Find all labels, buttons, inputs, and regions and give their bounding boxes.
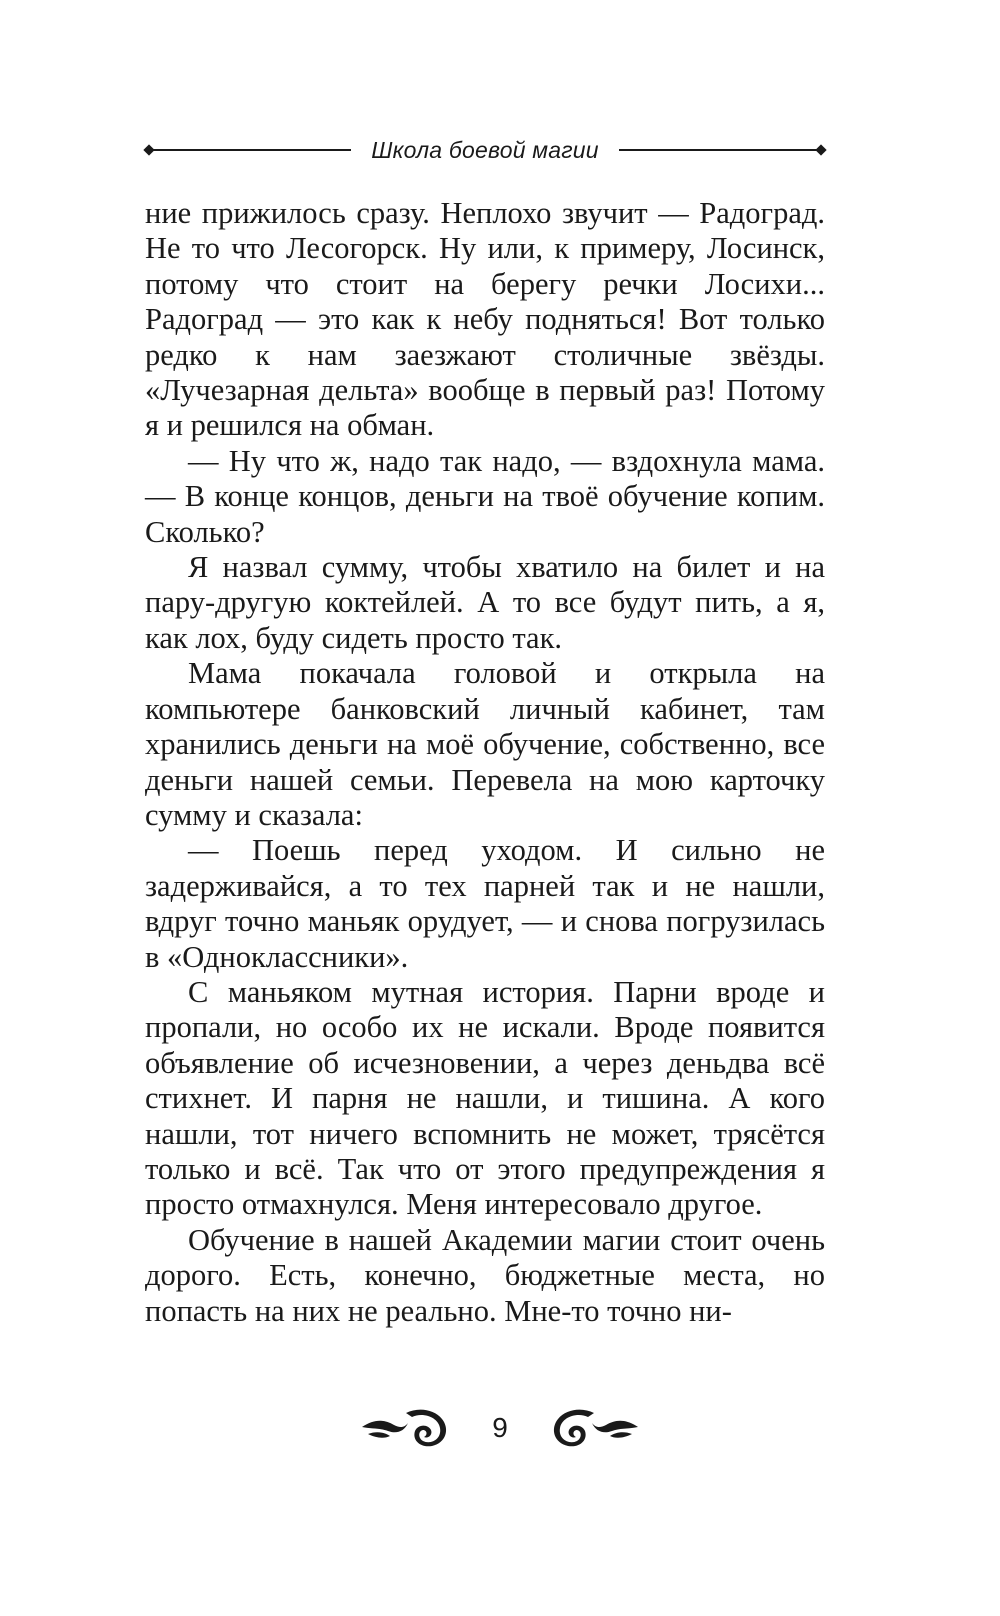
running-title: Школа боевой магии xyxy=(371,137,599,163)
header-rule-right xyxy=(619,149,819,151)
scroll-flourish-icon xyxy=(546,1406,640,1450)
header-diamond-right xyxy=(815,144,826,155)
scroll-flourish-icon xyxy=(360,1406,454,1450)
paragraph: ние прижилось сразу. Неплохо звучит — Радоград. Не то что Лесогорск. Ну или, к примеру, Лосинск, потому что стоит на берегу речки Лосихи... Радоград — это как к небу подняться! Вот только редко к нам заезжают столичные звёзды. «Лучезарная дельта» вообще в первый раз! Потому я и решился на обман. xyxy=(145,196,825,443)
page-body-text xyxy=(145,196,825,1329)
paragraph: — Поешь перед уходом. И сильно не задерживайся, а то тех парней так и не нашли, вдруг точно маньяк орудует, — и снова погрузилась в «Одноклассники». xyxy=(145,833,825,974)
header-rule-left xyxy=(151,149,351,151)
page-number: 9 xyxy=(492,1412,508,1443)
paragraph: Мама покачала головой и открыла на компьютере банковский личный кабинет, там хранились деньги на моё обучение, собственно, все деньги нашей семьи. Перевела на мою карточку сумму и сказала: xyxy=(145,656,825,832)
paragraph: — Ну что ж, надо так надо, — вздохнула мама. — В конце концов, деньги на твоё обучение копим. Сколько? xyxy=(145,443,825,549)
paragraph: С маньяком мутная история. Парни вроде и пропали, но особо их не искали. Вроде появится объявление об исчезновении, а через деньдва всё стихнет. И парня не нашли, и тишина. А кого нашли, тот ничего вспомнить не может, трясётся только и всё. Так что от этого предупреждения я просто отмахнулся. Меня интересовало другое. xyxy=(145,974,825,1222)
page-folio xyxy=(360,1402,640,1456)
paragraph: Обучение в нашей Академии магии стоит очень дорого. Есть, конечно, бюджетные места, но попасть на них не реально. Мне-то точно ни- xyxy=(145,1222,825,1328)
paragraph: Я назвал сумму, чтобы хватило на билет и на пару-другую коктейлей. А то все будут пить, а я, как лох, буду сидеть просто так. xyxy=(145,550,825,655)
running-header xyxy=(145,128,825,172)
